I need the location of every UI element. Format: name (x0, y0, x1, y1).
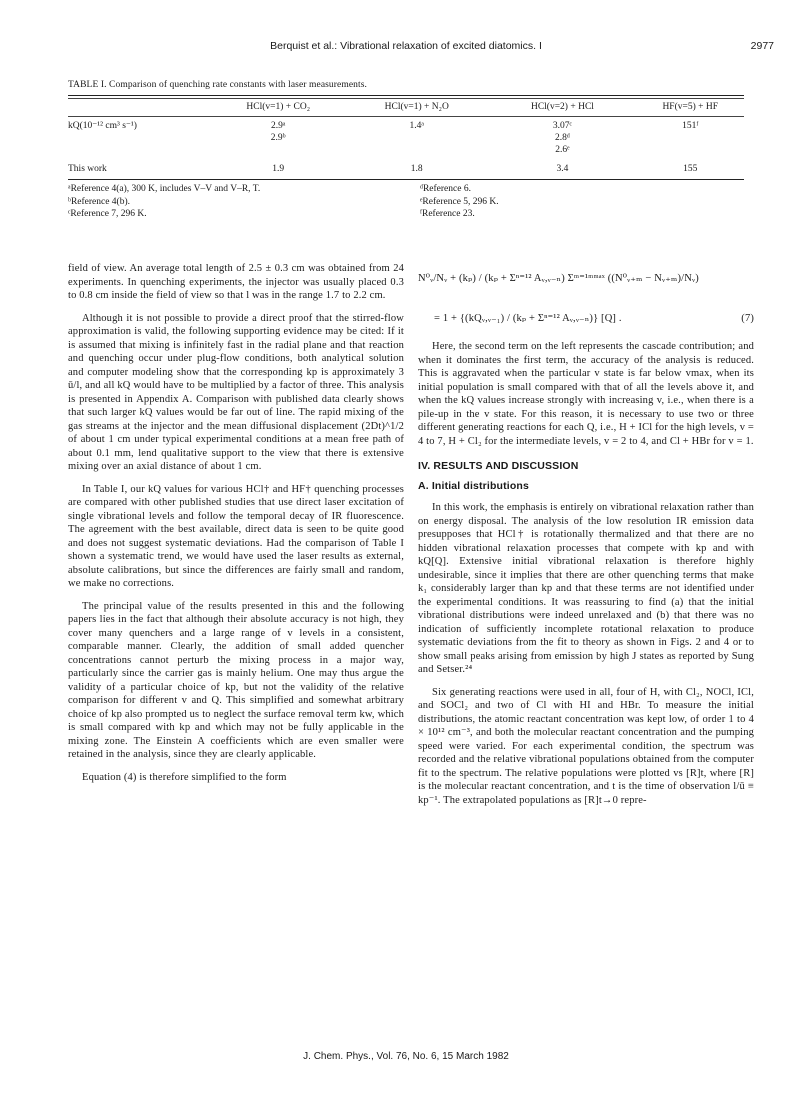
footnote: ᶜReference 7, 296 K. (68, 209, 147, 219)
footnote: ᵈReference 6. (420, 184, 471, 194)
table-footnotes (68, 183, 744, 221)
equation-line-2: = 1 + {(kQᵥ,ᵥ₋₁) / (kₚ + Σⁿ⁼¹² Aᵥ,ᵥ₋ₙ)} [Q] . (434, 313, 622, 324)
footnote: ᵉReference 5, 296 K. (420, 196, 499, 207)
table-cell: 1.9 (272, 164, 285, 174)
paragraph: In this work, the emphasis is entirely on vibrational relaxation rather than on energy disposal. The analysis of the low resolution IR emission data presupposes that HCl† is rotationally thermalized and that there are no hidden vibrational relaxation processes that compete with kp and with kQ[Q]. Extensive initial vibrational relaxation is therefore highly undesirable, since it implies that there are other quenching terms that make k₁ considerably larger than kp and that these terms are not identified under the experimental conditions. It was reassuring to find (a) that the initial vibrational distributions were indeed unrelaxed and (b) that there was no indication of sufficiently incomplete rotational relaxation to produce systematic deviations from the fit to theory as shown in Figs. 2 and 4 or to show small peaks arising from emission by high J states as reported by Sung and Setser.²⁴ (418, 502, 754, 675)
running-head (0, 40, 812, 56)
table-rule-bottom (68, 179, 744, 180)
paragraph: Equation (4) is therefore simplified to the form (82, 771, 287, 783)
paragraph: field of view. An average total length of 2.5 ± 0.3 cm was obtained from 24 experiments. In quenching experiments, the injector was usually placed 0.3 to 0.8 cm inside the field of view so that l was in the range 1.7 to 2.2 cm. (68, 263, 404, 301)
table-cell: 3.4 (556, 164, 569, 174)
paragraph: Here, the second term on the left represents the cascade contribution; and when it dominates the first term, the accuracy of the analysis is reduced. This is aggravated when the particular v state is far below vmax, when its initial population is small compared with that of all the levels above it, and when the kQ values increase strongly with increasing v, i.e., when there is a pile-up in the v state. For this reason, it is necessary to use two or three different generating reactions for each Q, i.e., H + ICl for the high levels, v = 4 to 7, H + Cl₂ for the intermediate levels, v = 2 to 4, and Cl + HBr for v = 1. (418, 341, 754, 447)
table-header-row (68, 99, 744, 116)
table-rule-top (68, 95, 744, 96)
table-cell: 2.9ᵇ (270, 133, 286, 143)
table-row (68, 160, 744, 179)
paragraph: In Table I, our kQ values for various HCl† and HF† quenching processes are compared with other published studies that use direct laser excitation of single vibrational levels and follow the temporal decay of IR fluorescence. The agreement with the best available, direct data is seen to be quite good and does not suggest systematic deviations. Had the comparison of Table I shown a systematic trend, we would have used the laser results as external, absolute calibrations, but since the differences are fairly small and random, we make no corrections. (68, 483, 404, 589)
equation-7 (418, 262, 754, 340)
column-header: HCl(v=1) + CO₂ (246, 102, 311, 112)
table-caption-text: Comparison of quenching rate constants with laser measurements. (109, 80, 368, 90)
table-caption (68, 80, 744, 90)
running-title: Berquist et al.: Vibrational relaxation of excited diatomics. I (270, 40, 542, 52)
page-number: 2977 (750, 40, 774, 52)
table-cell: 1.8 (410, 164, 423, 174)
table-cell: 3.07ᶜ (552, 121, 572, 131)
quenching-table (68, 99, 744, 116)
page-footer: J. Chem. Phys., Vol. 76, No. 6, 15 March 1982 (303, 1051, 509, 1062)
table-cell: 151ᶠ (682, 121, 699, 131)
equation-line-1: N⁰ᵥ/Nᵥ + (kₚ) / (kₚ + Σⁿ⁼¹² Aᵥ,ᵥ₋ₙ) Σᵐ⁼¹ᵐᵐᵃˣ ((N⁰ᵥ₊ₘ − Nᵥ₊ₘ)/Nᵥ) (418, 273, 699, 284)
right-column (418, 262, 754, 816)
table-cell: 1.4ᵃ (409, 121, 424, 131)
column-header: HCl(v=1) + N₂O (384, 102, 449, 112)
table-label: TABLE I. (68, 80, 107, 90)
paragraph: Although it is not possible to provide a direct proof that the stirred-flow approximation is valid, the following supporting evidence may be cited: If it is assumed that mixing is infinitely fast in the radial plane and that reaction and quenching occur under plug-flow conditions, both analytical solution and computer modeling show that the corresponding kp is approximately 3 ū/l, and all kQ would have to be multiplied by a factor of three. This analysis is presented in Appendix A. Comparison with published data clearly shows that such larger kQ values would be far out of line. The rapid mixing of the gas streams at the injector and the mean diffusional displacement (2Dt)^1/2 of about 1 cm under typical experimental conditions at a mean free path of about 0.1 mm, lend qualitative support to the view that there is extensive mixing over an axial distance of about 1 cm. (68, 312, 404, 472)
footnote: ᵃReference 4(a), 300 K, includes V–V and V–R, T. (68, 184, 261, 194)
paragraph: Six generating reactions were used in all, four of H, with Cl₂, NOCl, ICl, and SOCl₂ and two of Cl with HI and HBr. To measure the initial distributions, the atomic reactant concentration was kept low, of order 1 to 4 × 10¹² cm⁻³, and both the molecular reactant concentration and the pumping speed were varied. For each experimental condition, the spectrum was recorded and the relative vibrational populations obtained from the computer fit to the spectrum. The relative populations were plotted vs [R]t, where [R] is the molecular reactant concentration, and t is the time of observation l/ū ≡ kp⁻¹. The extrapolated populations as [R]t→0 repre- (418, 686, 754, 806)
table-cell: 2.9ᵃ (270, 121, 286, 131)
quenching-table-body (68, 117, 744, 179)
row-label: kQ(10⁻¹² cm³ s⁻¹) (68, 121, 137, 131)
table-cell: 155 (683, 164, 698, 174)
table-cell: 2.6ᵉ (555, 145, 570, 155)
subsection-heading: A. Initial distributions (418, 479, 529, 492)
table-block (68, 80, 744, 221)
equation-number: (7) (741, 313, 754, 324)
left-column (68, 262, 404, 793)
table-row (68, 117, 744, 160)
footnote: ᵇReference 4(b). (68, 196, 131, 207)
footnote: ᶠReference 23. (420, 209, 475, 219)
section-heading: IV. RESULTS AND DISCUSSION (418, 460, 579, 472)
row-label: This work (68, 164, 107, 174)
column-header: HF(v=5) + HF (662, 102, 719, 112)
table-cell: 2.8ᵈ (555, 133, 570, 143)
paragraph: The principal value of the results presented in this and the following papers lies in the fact that although their absolute accuracy is not high, they cover many quenchers and a large range of v levels in a consistent, comparable manner. Clearly, the addition of small added quencher concentrations cannot perturb the mixing process in a major way, particularly since the carrier gas is mainly helium. One may thus argue the validity of a particular choice of kp, but not the validity of the relative comparison for different v and Q. This simplified and somewhat arbitrary choice of kp also prompted us to neglect the surface removal term kw, which is small compared with kp and which may not be fully applicable in the mixing zone. The Einstein A coefficients which are even smaller were retained in the analysis, since they are clearly applicable. (68, 600, 404, 760)
column-header: HCl(v=2) + HCl (530, 102, 594, 112)
